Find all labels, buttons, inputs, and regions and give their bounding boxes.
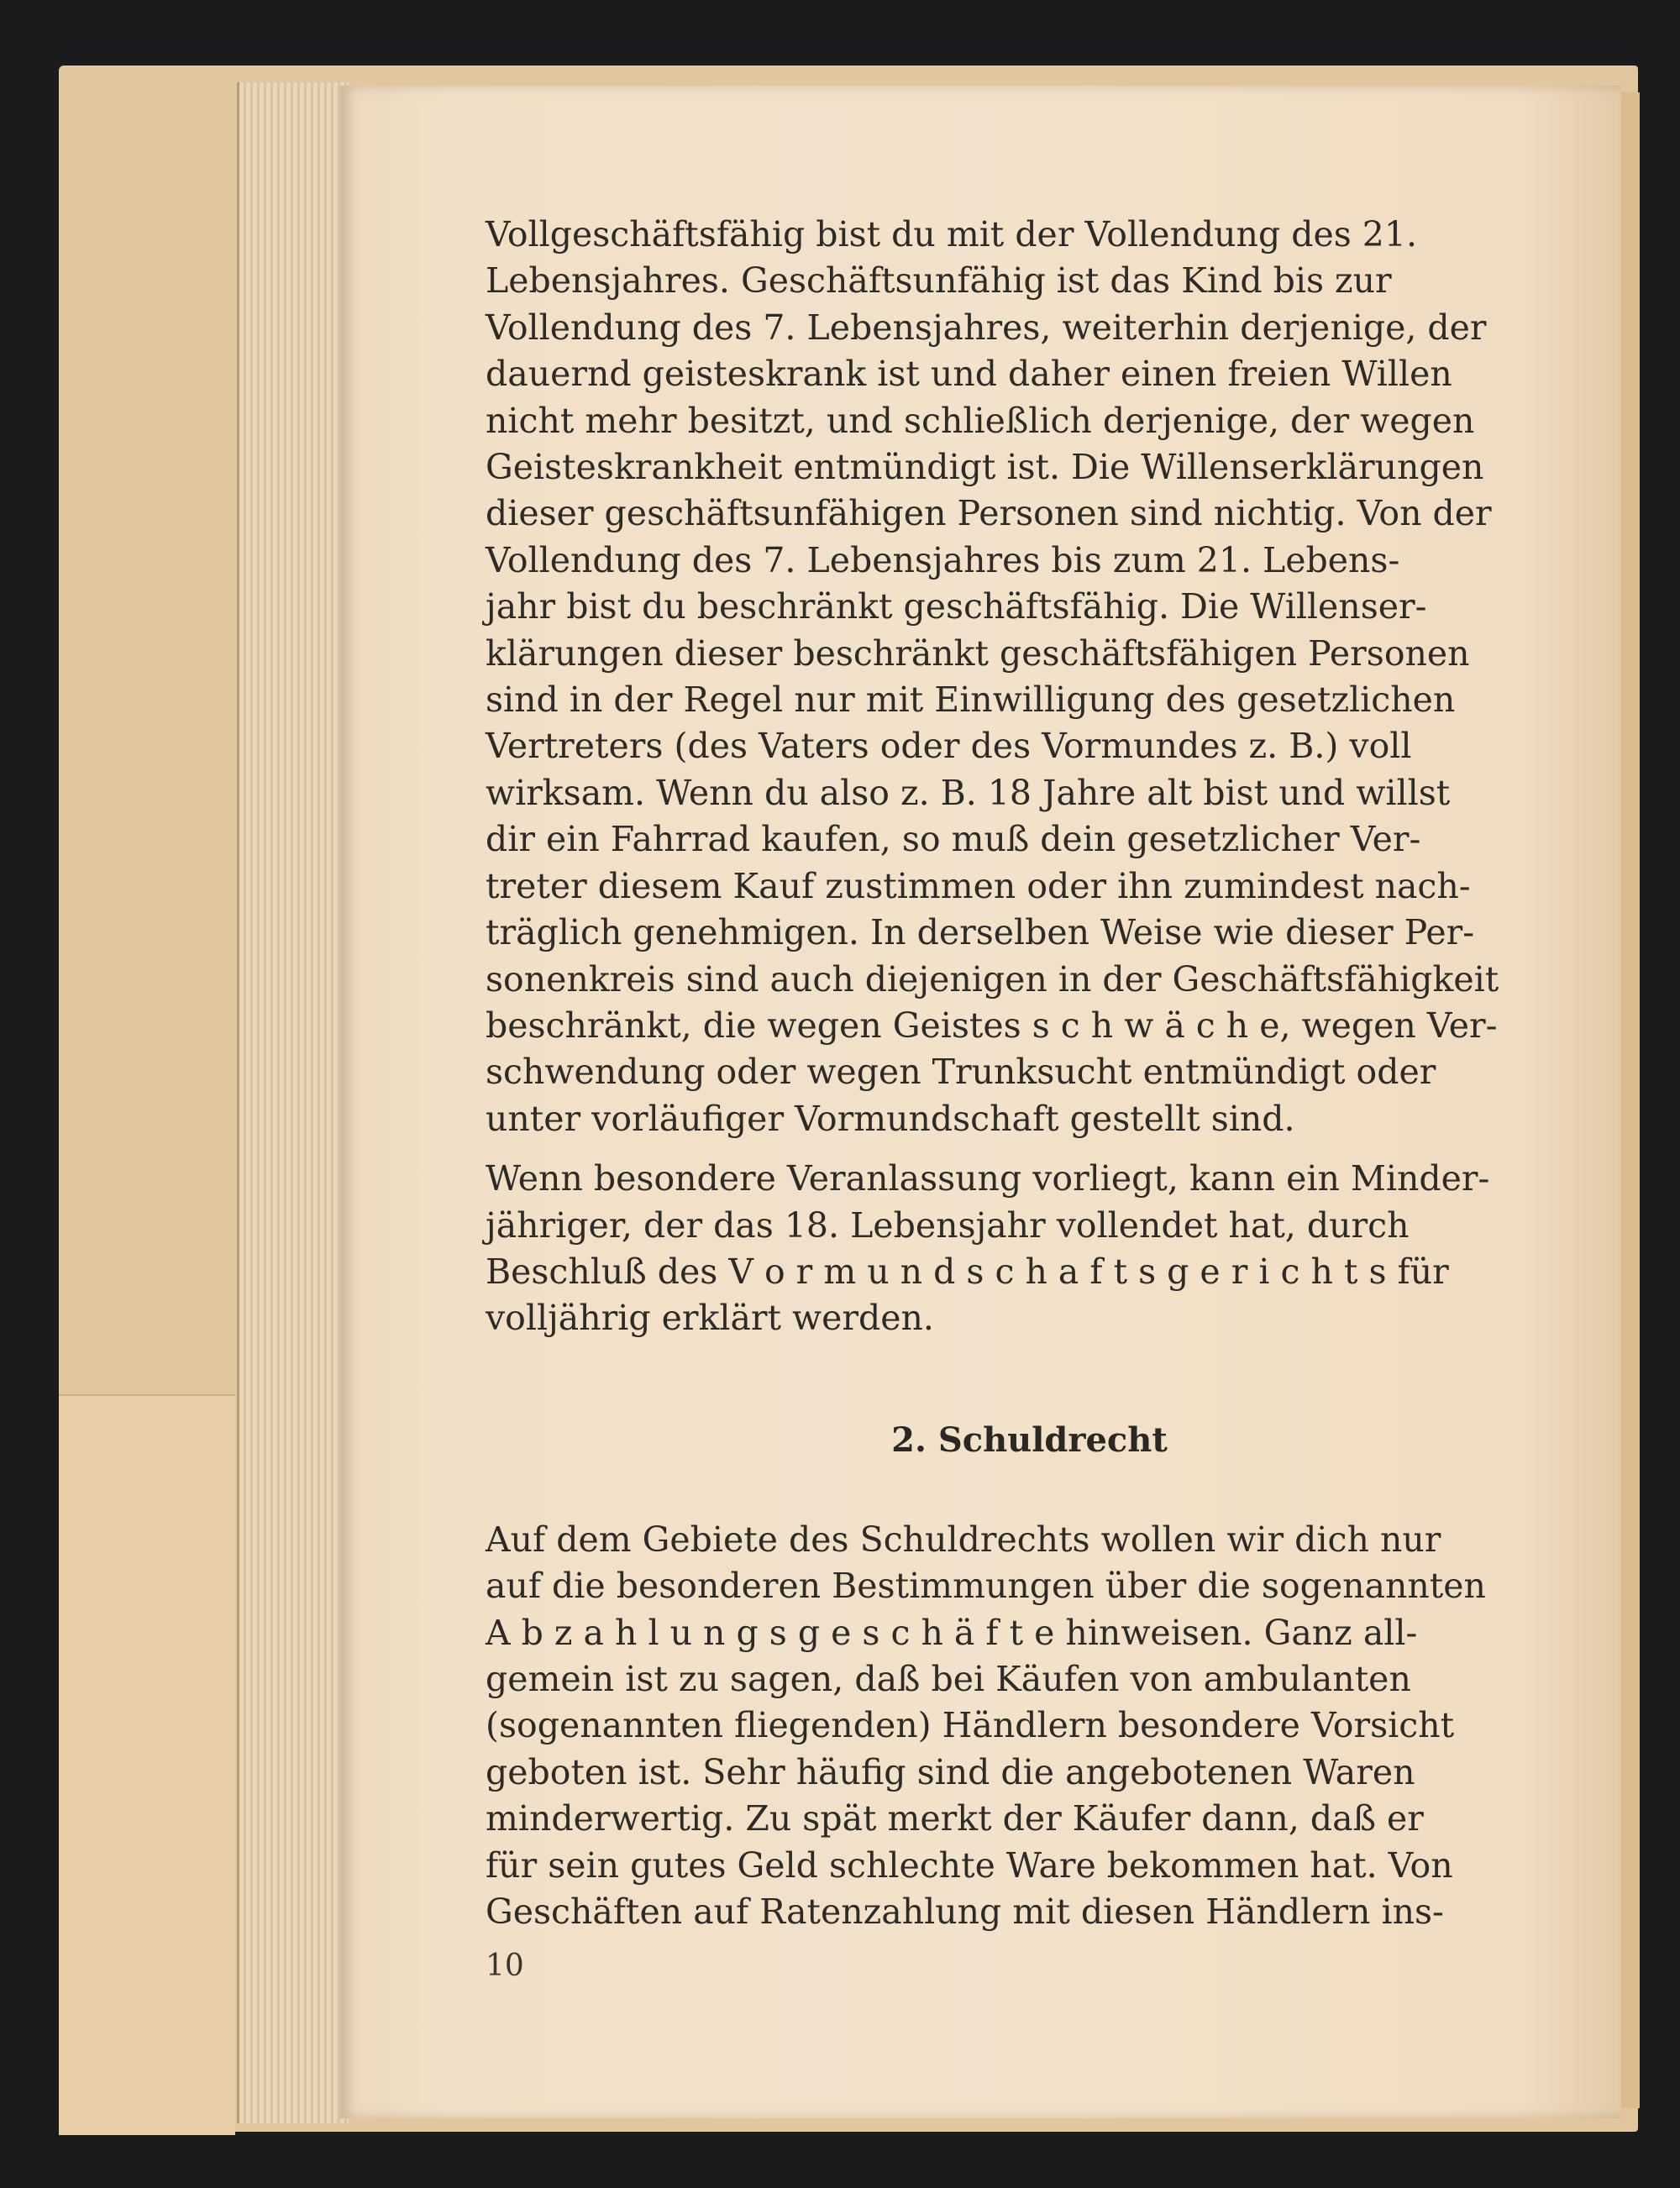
- section-heading: 2. Schuldrecht: [891, 1419, 1168, 1460]
- cover-flap: [59, 1394, 235, 2135]
- page-number: 10: [486, 1949, 524, 1983]
- page-text: [486, 212, 1573, 1935]
- paragraph-majority-declaration: Wenn besondere Veranlassung vorliegt, kann ein Minder- jähriger, der das 18. Lebensjahr vollendet hat, durch Beschluß des V o r m u n d s c h a f t s g e r i c h t s für volljährig erklärt werden.: [486, 1158, 1490, 1339]
- page-edges: [237, 82, 349, 2123]
- paragraph-capacity: Vollgeschäftsfähig bist du mit der Vollendung des 21. Lebensjahres. Geschäftsunfähig ist das Kind bis zur Vollendung des 7. Lebensjahres, weiterhin derjenige, der dauernd geisteskrank ist und daher einen freien Willen nicht mehr besitzt, und schließlich derjenige, der wegen Geisteskrankheit entmündigt ist. Die Willenserklärungen dieser geschäftsunfähigen Personen sind nichtig. Von der Vollendung des 7. Lebensjahres bis zum 21. Lebens- jahr bist du beschränkt geschäftsfähig. Die Willenser- klärungen dieser beschränkt geschäftsfähigen Personen sind in der Regel nur mit Einwilligung des gesetzlichen Vertreters (des Vaters oder des Vormundes z. B.) voll wirksam. Wenn du also z. B. 18 Jahre alt bist und willst dir ein Fahrrad kaufen, so muß dein gesetzlicher Ver- treter diesem Kauf zustimmen oder ihn zumindest nach- träglich genehmigen. In derselben Weise wie dieser Per- sonenkreis sind auch diejenigen in der Geschäftsfähigkeit beschränkt, die wegen Geistes s c h w ä c h e, wegen Ver- schwendung oder wegen Trunksucht entmündigt oder unter vorläufiger Vormundschaft gestellt sind.: [486, 214, 1499, 1139]
- paragraph-contract-law: Auf dem Gebiete des Schuldrechts wollen wir dich nur auf die besonderen Bestimmungen über die sogenannten A b z a h l u n g s g e s c h ä f t e hinweisen. Ganz all- gemein ist zu sagen, daß bei Käufen von ambulanten (sogenannten fliegenden) Händlern besondere Vorsicht geboten ist. Sehr häufig sind die angebotenen Waren minderwertig. Zu spät merkt der Käufer dann, daß er für sein gutes Geld schlechte Ware bekommen hat. Von Geschäften auf Ratenzahlung mit diesen Händlern ins-: [486, 1519, 1486, 1932]
